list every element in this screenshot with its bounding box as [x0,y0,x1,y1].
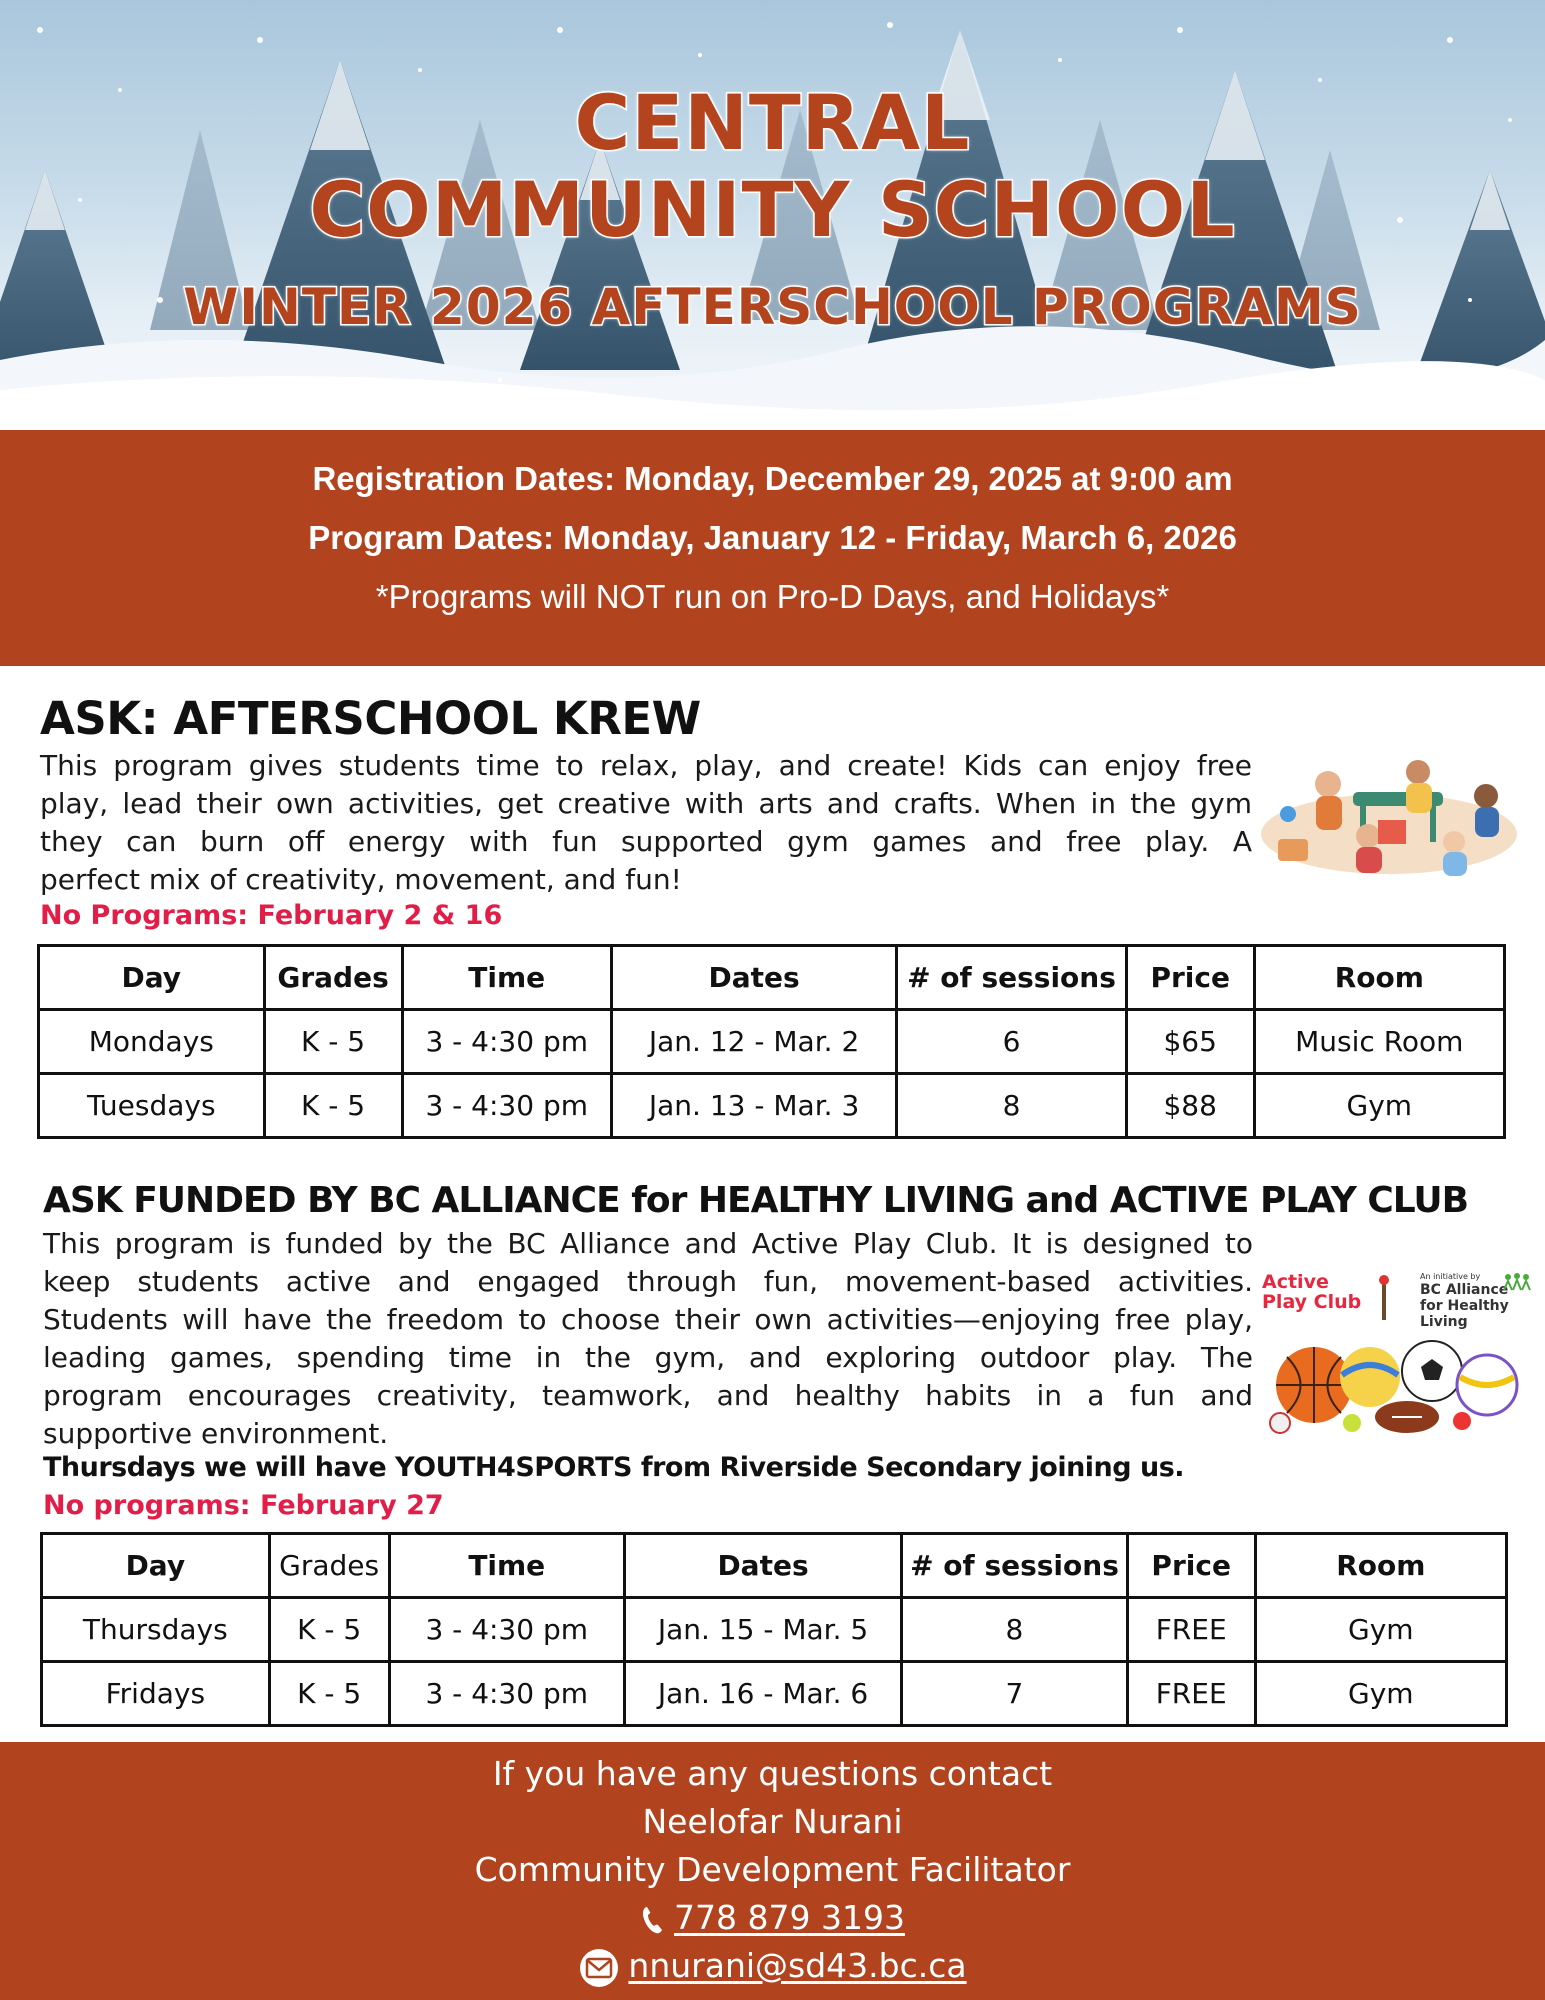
col-grades: Grades [264,946,402,1010]
table-row [42,1662,1507,1726]
contact-footer [0,1742,1545,2000]
contact-email-row [0,1946,1545,1988]
table-row [39,1010,1505,1074]
section1-heading: ASK: AFTERSCHOOL KREW [40,692,701,745]
col-price: Price [1127,1534,1255,1598]
table-header-row [39,946,1505,1010]
section1-line: play, lead their own activities, get creative with arts and crafts. When in the gym [40,787,1252,820]
hero-banner [0,0,1545,430]
cell: Gym [1255,1598,1506,1662]
cell: 7 [902,1662,1128,1726]
cell: K - 5 [264,1010,402,1074]
cell: Jan. 15 - Mar. 5 [624,1598,901,1662]
cell: 6 [897,1010,1127,1074]
dates-banner [0,430,1545,666]
col-price: Price [1126,946,1254,1010]
col-grades: Grades [269,1534,389,1598]
youth4sports-note: Thursdays we will have YOUTH4SPORTS from Riverside Secondary joining us. [43,1452,1185,1483]
people-icon [1502,1272,1532,1292]
col-time: Time [389,1534,624,1598]
active-play-club-logo: Active Play Club [1262,1271,1362,1313]
email-link[interactable]: nnurani@sd43.bc.ca [628,1946,967,1985]
col-sessions: # of sessions [897,946,1127,1010]
cell: K - 5 [269,1598,389,1662]
bc-alliance-logo: BC Alliance for Healthy Living [1420,1282,1509,1330]
cell: K - 5 [269,1662,389,1726]
registration-dates: Registration Dates: Monday, December 29, 2025 at 9:00 am [312,460,1233,497]
kids-crafts-illustration [1258,744,1520,880]
section2-line: supportive environment. [43,1417,389,1450]
subtitle: WINTER 2026 AFTERSCHOOL PROGRAMS [183,278,1362,336]
cell: FREE [1127,1598,1255,1662]
cell: 3 - 4:30 pm [389,1598,624,1662]
cell: Thursdays [42,1598,270,1662]
title-line-1: CENTRAL [574,78,971,167]
section2-heading: ASK FUNDED BY BC ALLIANCE for HEALTHY LIVING and ACTIVE PLAY CLUB [43,1180,1469,1221]
section2-line: leading games, spending time in the gym, and exploring outdoor play. The [43,1341,1253,1374]
cell: FREE [1127,1662,1255,1726]
section1-line: they can burn off energy with fun supported gym games and free play. A [40,825,1252,858]
tree-divider-icon [1374,1274,1394,1320]
col-time: Time [402,946,611,1010]
cell: 3 - 4:30 pm [402,1010,611,1074]
contact-role: Community Development Facilitator [474,1850,1071,1889]
title-line-2: COMMUNITY SCHOOL [309,165,1236,254]
cell: 8 [902,1598,1128,1662]
col-dates: Dates [611,946,896,1010]
cell: Fridays [42,1662,270,1726]
phone-link[interactable]: 778 879 3193 [674,1898,905,1937]
program-dates: Program Dates: Monday, January 12 - Friday, March 6, 2026 [308,519,1237,556]
section2-line: This program is funded by the BC Alliance and Active Play Club. It is designed to [43,1227,1253,1260]
cell: Gym [1255,1662,1506,1726]
table-row [39,1074,1505,1138]
section2-no-programs: No programs: February 27 [43,1490,444,1521]
cell: Jan. 13 - Mar. 3 [611,1074,896,1138]
table-row [42,1598,1507,1662]
cell: 3 - 4:30 pm [389,1662,624,1726]
section1-description [40,747,1252,899]
section2-line: keep students active and engaged through fun, movement-based activities. [43,1265,1253,1298]
col-dates: Dates [624,1534,901,1598]
col-day: Day [39,946,265,1010]
cell: 8 [897,1074,1127,1138]
sponsor-logos [1262,1271,1532,1330]
cell: Jan. 12 - Mar. 2 [611,1010,896,1074]
cell: $88 [1126,1074,1254,1138]
section1-no-programs: No Programs: February 2 & 16 [40,900,503,931]
section1-schedule-table [37,944,1506,1139]
contact-phone-row [0,1898,1545,1937]
col-room: Room [1255,1534,1506,1598]
section2-line: program encourages creativity, teamwork, and healthy habits in a fun and [43,1379,1253,1412]
col-day: Day [42,1534,270,1598]
section1-line: This program gives students time to relax, play, and create! Kids can enjoy free [40,749,1252,782]
cell: Gym [1254,1074,1504,1138]
section1-line: perfect mix of creativity, movement, and fun! [40,863,682,896]
table-header-row [42,1534,1507,1598]
cell: $65 [1126,1010,1254,1074]
cell: Music Room [1254,1010,1504,1074]
contact-intro: If you have any questions contact [492,1754,1053,1793]
holiday-notice: *Programs will NOT run on Pro-D Days, and Holidays* [375,578,1170,615]
section2-line: Students will have the freedom to choose their own activities—enjoying free play, [43,1303,1253,1336]
phone-icon [640,1905,666,1935]
cell: 3 - 4:30 pm [402,1074,611,1138]
cell: K - 5 [264,1074,402,1138]
sports-balls-illustration [1262,1335,1524,1435]
cell: Jan. 16 - Mar. 6 [624,1662,901,1726]
bc-alliance-tagline: An initiative by [1420,1272,1481,1281]
section2-description [43,1225,1253,1453]
section2-schedule-table [40,1532,1508,1727]
cell: Mondays [39,1010,265,1074]
email-icon [578,1948,620,1988]
col-sessions: # of sessions [902,1534,1128,1598]
cell: Tuesdays [39,1074,265,1138]
col-room: Room [1254,946,1504,1010]
contact-name: Neelofar Nurani [642,1802,903,1841]
